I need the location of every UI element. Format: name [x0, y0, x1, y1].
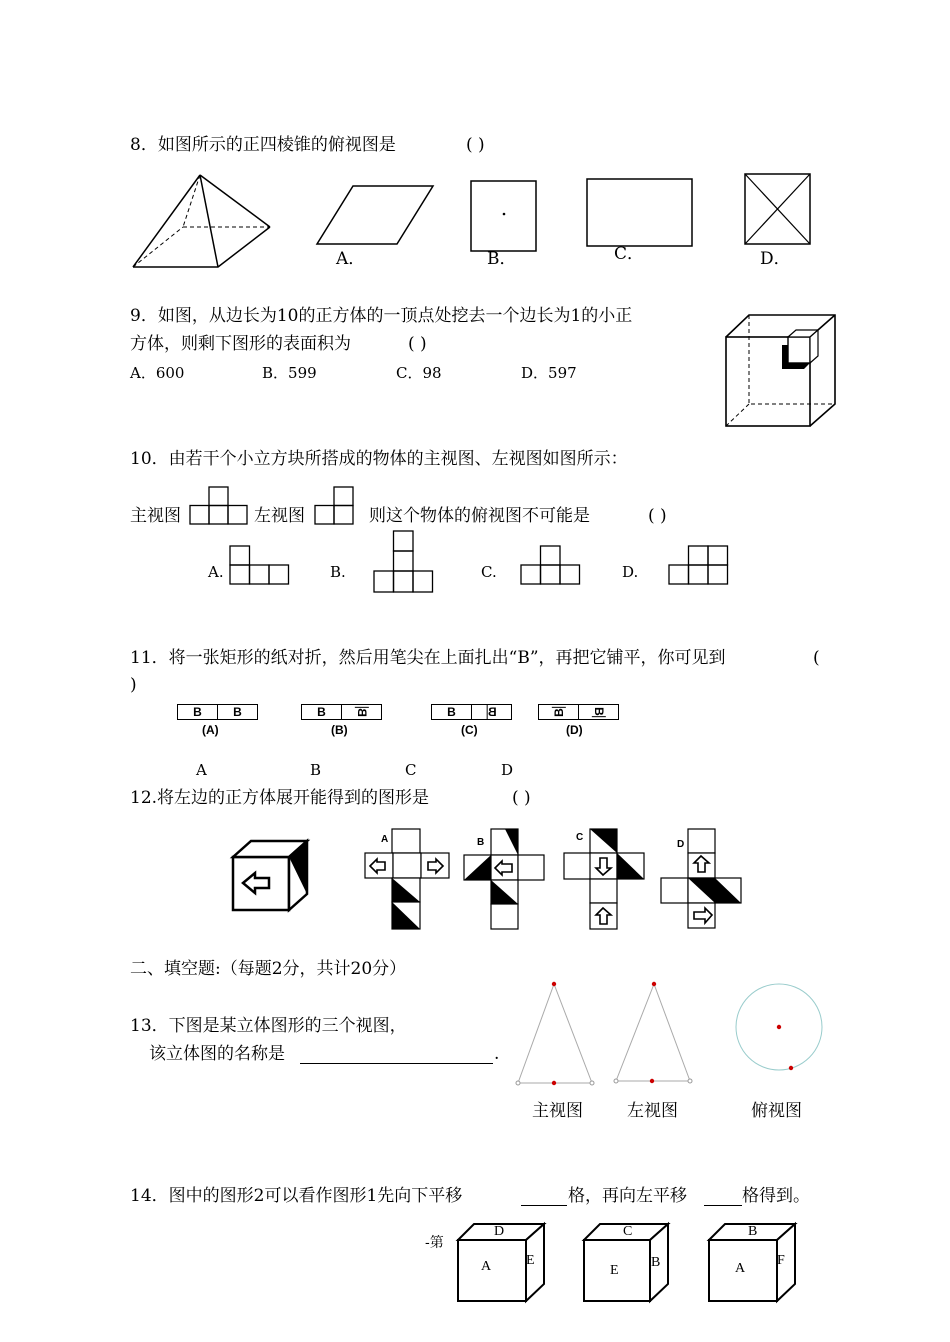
q10-left-view-grid — [314, 486, 356, 526]
q11-box-d-caption: (D) — [566, 723, 583, 737]
die-3-front-face: A — [735, 1261, 746, 1276]
q14-blank-down[interactable] — [521, 1205, 567, 1206]
q13-text-line2: 该立体图的名称是 — [149, 1044, 285, 1064]
q10-option-a-label: A. — [208, 563, 224, 581]
die-1-right-face: E — [526, 1253, 535, 1268]
q10-text-line2: 则这个物体的俯视图不可能是 — [369, 506, 590, 526]
die-3-top-face: B — [748, 1224, 758, 1239]
q13-top-view-circle — [734, 982, 824, 1072]
q8-option-d-label: D． — [760, 249, 791, 269]
q13-front-view-triangle — [514, 980, 596, 1086]
q11-box-d-flipped-letter: B — [591, 707, 606, 716]
q9-text-line1: 9．如图，从边长为10的正方体的一顶点处挖去一个边长为1的小正 — [130, 306, 633, 326]
q14-text-start: 14．图中的图形2可以看作图形1先向下平移 — [130, 1186, 463, 1206]
q12-net-a-label: A — [381, 834, 389, 845]
q11-box-c — [431, 704, 512, 720]
q9-option-b: B．599 — [262, 364, 317, 382]
q8-option-c-label: C． — [614, 244, 645, 264]
q9-option-c: C．98 — [396, 364, 442, 382]
page-footer-mark: -第 — [425, 1235, 444, 1251]
q14-blank-left[interactable] — [704, 1205, 742, 1206]
q10-option-c-label: C. — [481, 563, 497, 581]
q8-pyramid-figure — [128, 172, 273, 272]
q9-option-d: D．597 — [521, 364, 577, 382]
q10-option-a-grid — [229, 545, 291, 586]
q8-option-a-label: A． — [336, 249, 366, 269]
q13-front-view-label: 主视图 — [532, 1101, 583, 1121]
q8-option-a-parallelogram — [315, 184, 435, 246]
q11-box-d-right — [579, 705, 618, 719]
q12-net-c-label: C — [576, 832, 584, 843]
q12-text: 12.将左边的正方体展开能得到的图形是 — [130, 788, 430, 808]
die-3-right-face: F — [777, 1253, 785, 1268]
q11-box-c-left: B — [432, 705, 472, 719]
q11-box-a-caption: (A) — [202, 723, 219, 737]
q10-option-b-grid — [373, 530, 435, 594]
q12-net-d — [660, 828, 742, 930]
q12-net-a — [364, 828, 450, 930]
die-2-top-face: C — [623, 1224, 633, 1239]
q8-option-c-rectangle — [586, 178, 694, 248]
q11-option-c: C — [405, 761, 417, 779]
q9-cube-figure — [724, 313, 838, 429]
q10-answer-paren: ( ) — [648, 506, 667, 526]
q14-text-end: 格得到。 — [742, 1186, 810, 1206]
q11-box-c-right — [472, 705, 511, 719]
q10-front-view-grid — [189, 486, 249, 526]
q12-net-b — [463, 828, 545, 930]
q10-option-d-label: D. — [622, 563, 639, 581]
q11-box-d-left — [539, 705, 579, 719]
q12-net-c — [563, 828, 645, 930]
q11-box-a-left: B — [178, 705, 218, 719]
q12-cube-figure — [229, 839, 311, 913]
q13-left-view-label: 左视图 — [627, 1101, 678, 1121]
q13-answer-blank[interactable] — [300, 1063, 493, 1064]
q11-option-a: A — [196, 761, 207, 779]
q10-option-b-label: B. — [330, 563, 346, 581]
q11-box-b-flipped-letter: B — [354, 708, 369, 717]
q11-box-d-rotated-letter: B — [551, 708, 566, 717]
q11-option-b: B — [310, 761, 322, 779]
q11-paren-open: ( — [813, 648, 820, 668]
q10-text-line1: 10．由若干个小立方块所搭成的物体的主视图、左视图如图所示： — [130, 449, 628, 469]
q12-answer-paren: ( ) — [512, 788, 531, 808]
q11-box-b-caption: (B) — [331, 723, 348, 737]
die-1-top-face: D — [494, 1224, 505, 1239]
section-2-title: 二、填空题:（每题2分，共计20分） — [130, 959, 407, 979]
q11-text-line1: 11．将一张矩形的纸对折，然后用笔尖在上面扎出“B”，再把它铺平，你可见到 — [130, 648, 726, 668]
q11-box-d — [538, 704, 619, 720]
q8-option-b-square-dot — [470, 180, 538, 252]
q9-option-a: A．600 — [130, 364, 185, 382]
q8-option-b-label: B． — [487, 249, 517, 269]
die-2-right-face: B — [651, 1255, 661, 1270]
q11-box-a-right: B — [233, 705, 242, 719]
q12-net-d-label: D — [677, 839, 685, 850]
q8-answer-paren: ( ) — [466, 135, 485, 155]
q11-option-d: D — [501, 761, 514, 779]
q11-box-b-left: B — [302, 705, 342, 719]
q10-option-c-grid — [520, 545, 582, 586]
q13-top-view-label: 俯视图 — [751, 1101, 802, 1121]
q9-text-line2: 方体，则剩下图形的表面积为 — [130, 334, 351, 354]
q11-paren-close: ) — [130, 675, 137, 695]
q9-answer-paren: ( ) — [408, 334, 427, 354]
q8-text: 8．如图所示的正四棱锥的俯视图是 — [130, 135, 396, 155]
q13-left-view-triangle — [612, 980, 694, 1086]
q14-text-mid: 格，再向左平移 — [568, 1186, 687, 1206]
q10-option-d-grid — [668, 545, 730, 586]
q11-box-a — [177, 704, 258, 720]
q11-box-b-right — [342, 705, 381, 719]
die-2-front-face: E — [610, 1263, 619, 1278]
q11-box-c-mirrored-letter: B — [487, 705, 497, 719]
q13-text-line1: 13．下图是某立体图形的三个视图， — [130, 1016, 407, 1036]
die-1-front-face: A — [481, 1259, 492, 1274]
q11-box-c-caption: (C) — [461, 723, 478, 737]
q8-option-d-square-cross — [744, 173, 812, 245]
q10-left-view-label: 左视图 — [254, 506, 305, 526]
q11-box-b — [301, 704, 382, 720]
q13-blank-end: . — [494, 1044, 500, 1064]
q10-front-view-label: 主视图 — [130, 506, 181, 526]
q12-net-b-label: B — [477, 837, 485, 848]
